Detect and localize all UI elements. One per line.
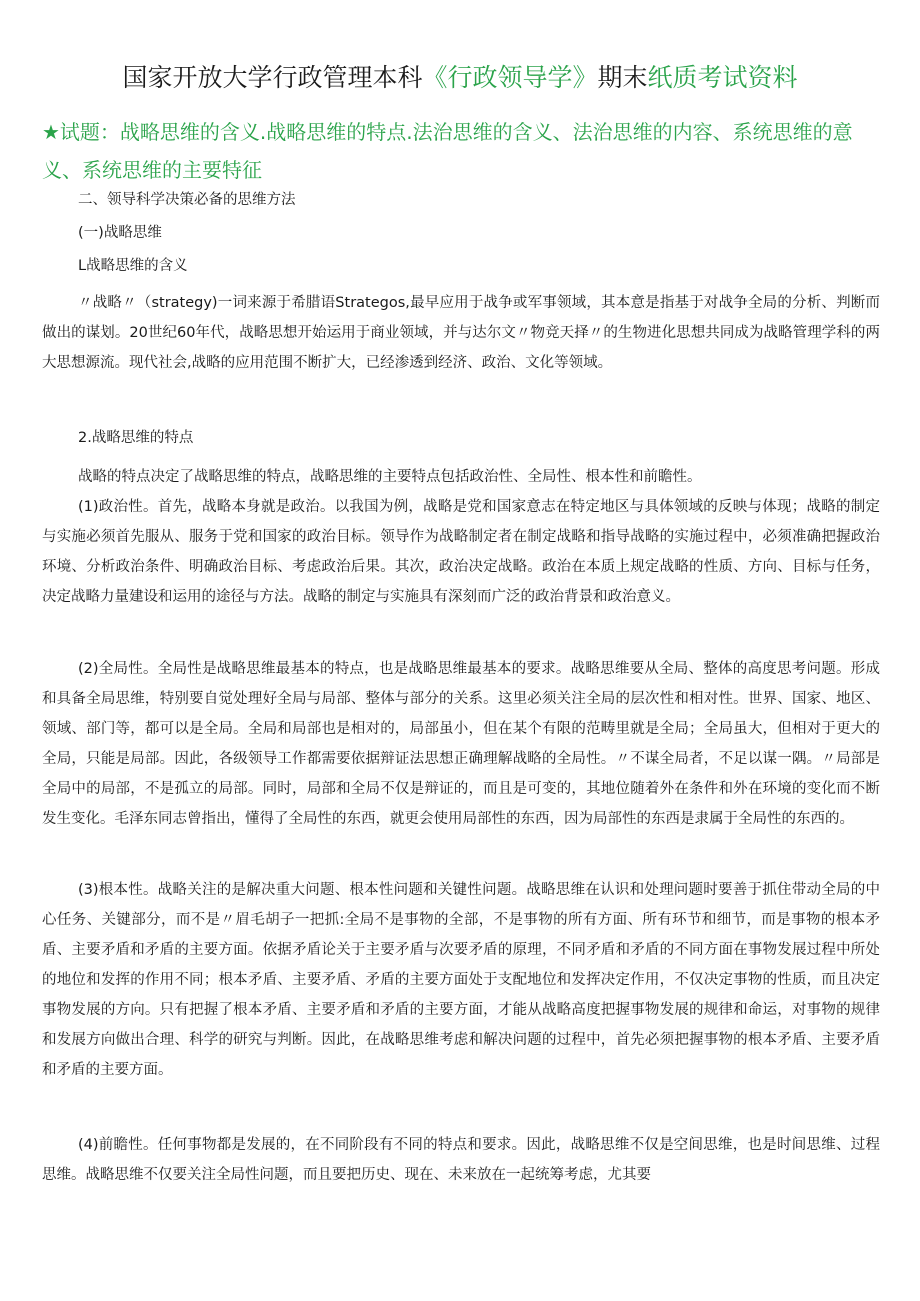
subsection-heading: (一)战略思维 xyxy=(78,225,162,241)
paragraph-features-intro: 战略的特点决定了战略思维的特点，战略思维的主要特点包括政治性、全局性、根本性和前瞻性。 xyxy=(78,469,702,485)
paragraph-forward-looking: (4)前瞻性。任何事物都是发展的，在不同阶段有不同的特点和要求。因此，战略思维不仅是空间思维，也是时间思维、过程思维。战略思维不仅要关注全局性问题，而且要把历史、现在、未来放在一起统筹考虑，尤其要 xyxy=(42,1137,880,1183)
paragraph-strategy-definition: 〃战略〃（strategy)一词来源于希腊语Strategos,最早应用于战争或军事领域，其本意是指基于对战争全局的分析、判断而做出的谋划。20世纪60年代，战略思想开始运用于商业领域，并与达尔文〃物竞天择〃的生物进化思想共同成为战略管理学科的两大思想源流。现代社会,战略的应用范围不断扩大，已经渗透到经济、政治、文化等领域。 xyxy=(42,295,880,371)
section-heading: 二、领导科学决策必备的思维方法 xyxy=(78,192,296,208)
paragraph-political: (1)政治性。首先，战略本身就是政治。以我国为例，战略是党和国家意志在特定地区与具体领域的反映与体现；战略的制定与实施必须首先服从、服务于党和国家的政治目标。领导作为战略制定者在制定战略和指导战略的实施过程中，必须准确把握政治环境、分析政治条件、明确政治目标、考虑政治后果。其次，政治决定战略。政治在本质上规定战略的性质、方向、目标与任务，决定战略力量建设和运用的途径与方法。战略的制定与实施具有深刻而广泛的政治背景和政治意义。 xyxy=(42,499,880,605)
item1-heading: L战略思维的含义 xyxy=(78,258,188,274)
paragraph-fundamental: (3)根本性。战略关注的是解决重大问题、根本性问题和关键性问题。战略思维在认识和处理问题时要善于抓住带动全局的中心任务、关键部分，而不是〃眉毛胡子一把抓:全局不是事物的全部，不是事物的所有方面、所有环节和细节，而是事物的根本矛盾、主要矛盾和矛盾的主要方面。依据矛盾论关于主要矛盾与次要矛盾的原理，不同矛盾和矛盾的不同方面在事物发展过程中所处的地位和发挥的作用不同；根本矛盾、主要矛盾、矛盾的主要方面处于支配地位和发挥决定作用，不仅决定事物的性质，而且决定事物发展的方向。只有把握了根本矛盾、主要矛盾和矛盾的主要方面，才能从战略高度把握事物发展的规律和命运，对事物的规律和发展方向做出合理、科学的研究与判断。因此，在战略思维考虑和解决问题的过程中，首先必须把握事物的根本矛盾、主要矛盾和矛盾的主要方面。 xyxy=(42,882,880,1078)
item2-heading: 2.战略思维的特点 xyxy=(78,430,194,446)
title-material: 纸质考试资料 xyxy=(647,63,798,92)
document-title xyxy=(0,60,920,96)
paragraph-overall: (2)全局性。全局性是战略思维最基本的特点，也是战略思维最基本的要求。战略思维要从全局、整体的高度思考问题。形成和具备全局思维，特别要自觉处理好全局与局部、整体与部分的关系。这里必须关注全局的层次性和相对性。世界、国家、地区、领域、部门等，都可以是全局。全局和局部也是相对的，局部虽小，但在某个有限的范畴里就是全局；全局虽大，但相对于更大的全局，只能是局部。因此，各级领导工作都需要依据辩证法思想正确理解战略的全局性。〃不谋全局者，不足以谋一隅。〃局部是全局中的局部，不是孤立的局部。同时，局部和全局不仅是辩证的，而且是可变的，其地位随着外在条件和外在环境的变化而不断发生变化。毛泽东同志曾指出，懂得了全局性的东西，就更会使用局部性的东西，因为局部性的东西是隶属于全局性的东西的。 xyxy=(42,661,880,827)
title-school: 国家开放大学行政管理本科 xyxy=(122,63,423,92)
exam-question-topics: ★试题：战略思维的含义.战略思维的特点.法治思维的含义、法治思维的内容、系统思维的意义、系统思维的主要特征 xyxy=(42,120,853,182)
title-course: 《行政领导学》 xyxy=(422,63,598,92)
title-term: 期末 xyxy=(597,63,648,92)
